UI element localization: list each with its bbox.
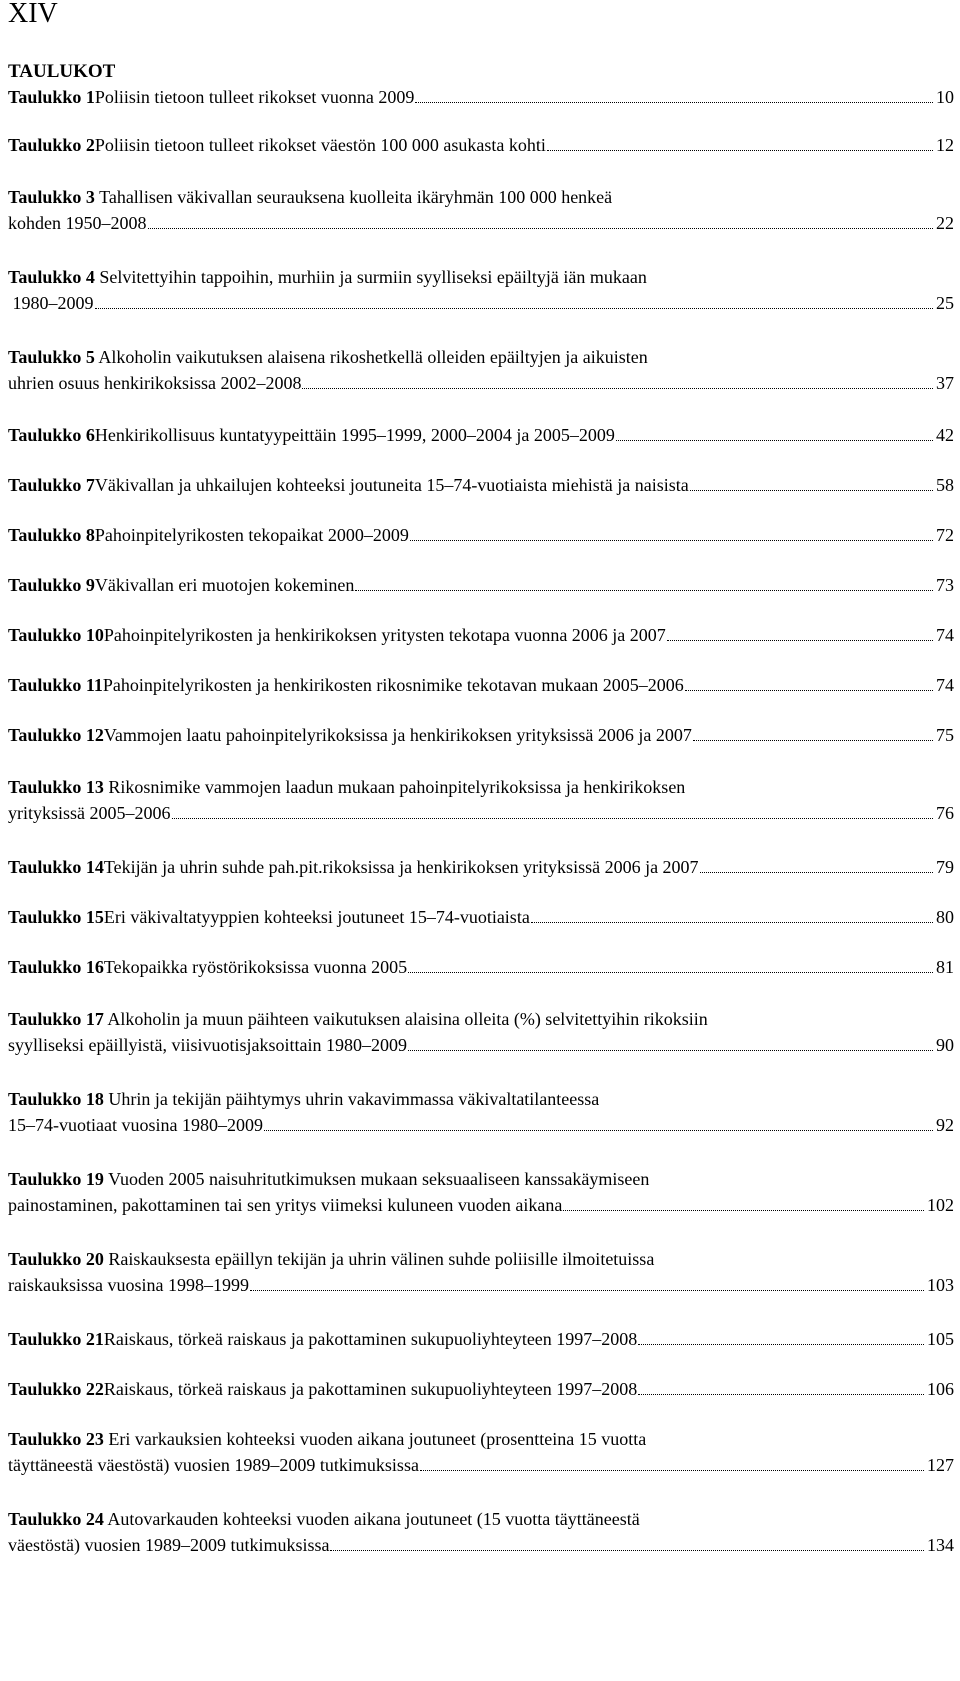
toc-entry-label: Taulukko 3 <box>8 187 95 207</box>
toc-entry-line <box>8 522 954 548</box>
toc-entry[interactable] <box>8 1166 954 1218</box>
toc-entry-title-continued: 1980–2009 <box>8 293 94 313</box>
toc-entry-label: Taulukko 17 <box>8 1009 104 1029</box>
toc-entry-page: 25 <box>936 293 954 313</box>
toc-entry-title: Rikosnimike vammojen laadun mukaan pahoinpitelyrikoksissa ja henkirikoksen <box>108 777 686 797</box>
dot-leader <box>250 1285 924 1291</box>
toc-entry-label: Taulukko 14 <box>8 857 104 877</box>
toc-entry-title: Eri varkauksien kohteeksi vuoden aikana joutuneet (prosentteina 15 vuotta <box>108 1429 647 1449</box>
toc-entry-page: 92 <box>936 1115 954 1135</box>
toc-entry-title: Pahoinpitelyrikosten ja henkirikosten rikosnimike tekotavan mukaan 2005–2006 <box>102 675 684 695</box>
toc-entry-title-continued: täyttäneestä väestöstä) vuosien 1989–2009 tutkimuksissa <box>8 1455 419 1475</box>
toc-entry-title-continued: raiskauksissa vuosina 1998–1999 <box>8 1275 249 1295</box>
toc-entry[interactable] <box>8 422 954 448</box>
toc-entry-line <box>8 290 954 316</box>
toc-entry-line <box>8 1452 954 1478</box>
dot-leader <box>355 585 933 591</box>
toc-entry-title: Henkirikollisuus kuntatyypeittäin 1995–1999, 2000–2004 ja 2005–2009 <box>94 425 615 445</box>
toc-entry-label: Taulukko 12 <box>8 725 104 745</box>
toc-entry[interactable] <box>8 264 954 316</box>
toc-entry-line <box>8 774 954 800</box>
dot-leader <box>531 917 933 923</box>
toc-entry-label: Taulukko 13 <box>8 777 104 797</box>
toc-entry-title-continued: uhrien osuus henkirikoksissa 2002–2008 <box>8 373 302 393</box>
toc-entry-label: Taulukko 4 <box>8 267 95 287</box>
toc-entry-title: Raiskauksesta epäillyn tekijän ja uhrin välinen suhde poliisille ilmoitetuissa <box>108 1249 655 1269</box>
toc-entry-label: Taulukko 5 <box>8 347 95 367</box>
toc-entry-label: Taulukko 6 <box>8 425 95 445</box>
toc-entry-label: Taulukko 21 <box>8 1329 104 1349</box>
toc-entry-title: Raiskaus, törkeä raiskaus ja pakottaminen sukupuoliyhteyteen 1997–2008 <box>103 1379 638 1399</box>
toc-entry[interactable] <box>8 1506 954 1558</box>
toc-entry-line <box>8 1006 954 1032</box>
toc-entry[interactable] <box>8 854 954 880</box>
toc-entry-page: 74 <box>936 675 954 695</box>
toc-entry[interactable] <box>8 1006 954 1058</box>
page-number: XIV <box>8 0 58 29</box>
toc-entry[interactable] <box>8 132 954 158</box>
toc-entry-line <box>8 800 954 826</box>
toc-entry-page: 105 <box>927 1329 954 1349</box>
dot-leader <box>690 485 933 491</box>
toc-entry-line <box>8 472 954 498</box>
toc-entry-title: Tahallisen väkivallan seurauksena kuolleita ikäryhmän 100 000 henkeä <box>99 187 613 207</box>
toc-entry-page: 90 <box>936 1035 954 1055</box>
dot-leader <box>330 1545 924 1551</box>
dot-leader <box>616 435 933 441</box>
toc-entry-title-continued: 15–74-vuotiaat vuosina 1980–2009 <box>8 1115 263 1135</box>
toc-entry[interactable] <box>8 622 954 648</box>
toc-entry[interactable] <box>8 184 954 236</box>
toc-entry-title-continued: painostaminen, pakottaminen tai sen yritys viimeksi kuluneen vuoden aikana <box>8 1195 563 1215</box>
toc-entry-line <box>8 1192 954 1218</box>
toc-entry-line <box>8 1506 954 1532</box>
toc-entry-title: Selvitettyihin tappoihin, murhiin ja surmiin syylliseksi epäiltyjä iän mukaan <box>99 267 647 287</box>
toc-entry-page: 73 <box>936 575 954 595</box>
toc-entry-line <box>8 370 954 396</box>
toc-entry[interactable] <box>8 572 954 598</box>
dot-leader <box>547 145 933 151</box>
toc-entry-label: Taulukko 9 <box>8 575 95 595</box>
toc-entry-page: 106 <box>927 1379 954 1399</box>
toc-entry-line <box>8 132 954 158</box>
dot-leader <box>95 303 934 309</box>
toc-entry[interactable] <box>8 672 954 698</box>
toc-entry-line <box>8 264 954 290</box>
toc-entry[interactable] <box>8 904 954 930</box>
toc-entry-line <box>8 954 954 980</box>
dot-leader <box>415 97 933 103</box>
toc-entry-line <box>8 1112 954 1138</box>
toc-entry-title-continued: syylliseksi epäillyistä, viisivuotisjaksoittain 1980–2009 <box>8 1035 407 1055</box>
toc-entry-page: 75 <box>936 725 954 745</box>
toc-entry-line <box>8 572 954 598</box>
toc-entry-title: Väkivallan eri muotojen kokeminen <box>94 575 355 595</box>
toc-entry-title: Tekijän ja uhrin suhde pah.pit.rikoksissa ja henkirikoksen yrityksissä 2006 ja 2007 <box>103 857 699 877</box>
toc-entry-label: Taulukko 24 <box>8 1509 104 1529</box>
toc-entry[interactable] <box>8 1086 954 1138</box>
toc-entry-label: Taulukko 19 <box>8 1169 104 1189</box>
toc-entry-title: Tekopaikka ryöstörikoksissa vuonna 2005 <box>103 957 408 977</box>
toc-entry-page: 72 <box>936 525 954 545</box>
dot-leader <box>685 685 933 691</box>
toc-entry-line <box>8 344 954 370</box>
dot-leader <box>408 967 933 973</box>
toc-entry-line <box>8 1426 954 1452</box>
toc-entry-line <box>8 722 954 748</box>
toc-entry-title-continued: kohden 1950–2008 <box>8 213 147 233</box>
toc-entry-title: Vammojen laatu pahoinpitelyrikoksissa ja henkirikoksen yrityksissä 2006 ja 2007 <box>103 725 692 745</box>
section-heading: TAULUKOT <box>8 61 116 82</box>
dot-leader <box>148 223 934 229</box>
toc-entry-label: Taulukko 16 <box>8 957 104 977</box>
toc-entry-title: Vuoden 2005 naisuhritutkimuksen mukaan seksuaaliseen kanssakäymiseen <box>108 1169 650 1189</box>
toc-entry-label: Taulukko 7 <box>8 475 95 495</box>
toc-entry-title: Alkoholin ja muun päihteen vaikutuksen alaisina olleita (%) selvitettyihin rikoksiin <box>107 1009 708 1029</box>
toc-entry-line <box>8 184 954 210</box>
toc-entry-label: Taulukko 8 <box>8 525 95 545</box>
toc-entry-line <box>8 1272 954 1298</box>
toc-entry-line <box>8 1032 954 1058</box>
dot-leader <box>302 383 933 389</box>
toc-entry-page: 76 <box>936 803 954 823</box>
toc-entry-page: 58 <box>936 475 954 495</box>
toc-entry-title: Autovarkauden kohteeksi vuoden aikana joutuneet (15 vuotta täyttäneestä <box>107 1509 640 1529</box>
toc-entry-line <box>8 1326 954 1352</box>
toc-entry-label: Taulukko 1 <box>8 87 95 107</box>
toc-entry-title-continued: väestöstä) vuosien 1989–2009 tutkimuksissa <box>8 1535 330 1555</box>
toc-entry-title: Pahoinpitelyrikosten ja henkirikoksen yritysten tekotapa vuonna 2006 ja 2007 <box>103 625 666 645</box>
toc-entry-title: Alkoholin vaikutuksen alaisena rikoshetkellä olleiden epäiltyjen ja aikuisten <box>98 347 648 367</box>
toc-entry-page: 22 <box>936 213 954 233</box>
toc-entry-page: 37 <box>936 373 954 393</box>
toc-entry[interactable] <box>8 1426 954 1478</box>
toc-entry-label: Taulukko 20 <box>8 1249 104 1269</box>
toc-entry-line <box>8 422 954 448</box>
toc-entry-title: Raiskaus, törkeä raiskaus ja pakottaminen sukupuoliyhteyteen 1997–2008 <box>103 1329 638 1349</box>
toc-entry-line <box>8 622 954 648</box>
toc-entry-line <box>8 1086 954 1112</box>
toc-entry[interactable] <box>8 522 954 548</box>
toc-entry-page: 127 <box>927 1455 954 1475</box>
toc-entry[interactable] <box>8 472 954 498</box>
dot-leader <box>420 1465 924 1471</box>
dot-leader <box>693 735 933 741</box>
toc-entry-page: 80 <box>936 907 954 927</box>
toc-entry-page: 81 <box>936 957 954 977</box>
toc-entry[interactable] <box>8 722 954 748</box>
toc-entry[interactable] <box>8 1376 954 1402</box>
toc-entry-title: Poliisin tietoon tulleet rikokset vuonna 2009 <box>94 87 415 107</box>
toc-entry-line <box>8 84 954 110</box>
toc-entry-title: Poliisin tietoon tulleet rikokset väestön 100 000 asukasta kohti <box>94 135 546 155</box>
toc-entry-page: 103 <box>927 1275 954 1295</box>
toc-entry-line <box>8 1376 954 1402</box>
toc-entry-label: Taulukko 18 <box>8 1089 104 1109</box>
toc-entry-page: 10 <box>936 87 954 107</box>
toc-entry-page: 79 <box>936 857 954 877</box>
dot-leader <box>563 1205 924 1211</box>
toc-entry-page: 42 <box>936 425 954 445</box>
toc-entry-title-continued: yrityksissä 2005–2006 <box>8 803 171 823</box>
toc-entry-line <box>8 1532 954 1558</box>
toc-entry-page: 102 <box>927 1195 954 1215</box>
dot-leader <box>408 1045 933 1051</box>
toc-entry[interactable] <box>8 1326 954 1352</box>
toc-entry-page: 74 <box>936 625 954 645</box>
toc-entry-title: Uhrin ja tekijän päihtymys uhrin vakavimmassa väkivaltatilanteessa <box>108 1089 600 1109</box>
toc-entry-title: Pahoinpitelyrikosten tekopaikat 2000–2009 <box>94 525 409 545</box>
dot-leader <box>410 535 933 541</box>
toc-entry-line <box>8 1246 954 1272</box>
toc-entry-title: Väkivallan ja uhkailujen kohteeksi joutuneita 15–74-vuotiaista miehistä ja naisista <box>94 475 689 495</box>
toc-entry[interactable] <box>8 954 954 980</box>
toc-entry-line <box>8 672 954 698</box>
toc-entry-title: Eri väkivaltatyyppien kohteeksi joutuneet 15–74-vuotiaista <box>103 907 530 927</box>
toc-entry-page: 134 <box>927 1535 954 1555</box>
toc-entry[interactable] <box>8 84 954 110</box>
dot-leader <box>172 813 933 819</box>
toc-entry[interactable] <box>8 774 954 826</box>
dot-leader <box>638 1339 924 1345</box>
dot-leader <box>700 867 933 873</box>
toc-entry-page: 12 <box>936 135 954 155</box>
toc-entry-label: Taulukko 2 <box>8 135 95 155</box>
toc-entry-label: Taulukko 15 <box>8 907 104 927</box>
toc-entry-label: Taulukko 22 <box>8 1379 104 1399</box>
toc-entry-line <box>8 210 954 236</box>
dot-leader <box>264 1125 933 1131</box>
toc-entry-label: Taulukko 11 <box>8 675 103 695</box>
toc-entry[interactable] <box>8 344 954 396</box>
toc-entry[interactable] <box>8 1246 954 1298</box>
toc-entry-line <box>8 1166 954 1192</box>
toc-entry-line <box>8 854 954 880</box>
toc-entry-line <box>8 904 954 930</box>
dot-leader <box>638 1389 924 1395</box>
dot-leader <box>667 635 933 641</box>
toc-entry-label: Taulukko 10 <box>8 625 104 645</box>
toc-entry-label: Taulukko 23 <box>8 1429 104 1449</box>
